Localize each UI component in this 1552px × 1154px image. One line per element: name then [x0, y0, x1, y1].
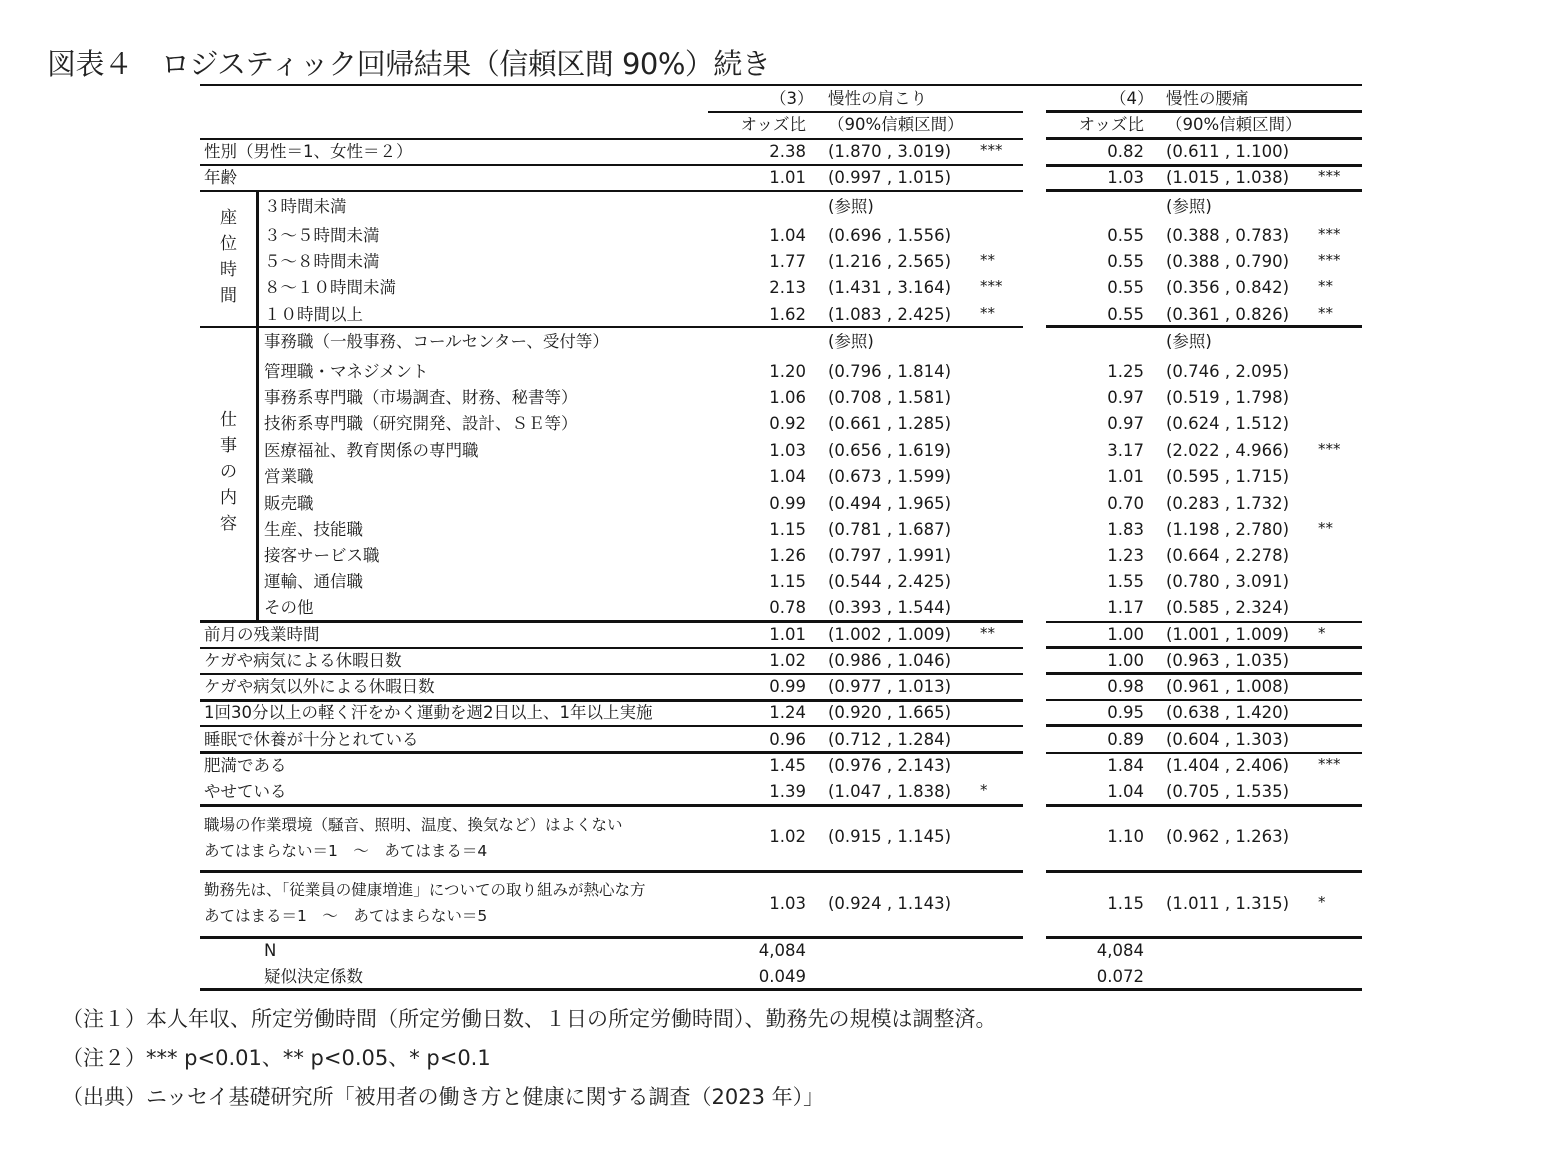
- confidence-interval: (0.664 , 2.278): [1166, 546, 1290, 565]
- group-label-sitting-time: 時: [220, 260, 237, 280]
- row-label: ５～８時間未満: [264, 252, 380, 271]
- confidence-interval: (0.494 , 1.965): [828, 494, 952, 513]
- row-label: やせている: [204, 782, 287, 801]
- table-rule: [200, 84, 1362, 86]
- row-sublabel: あてはまる＝1 ～ あてはまらない＝5: [204, 907, 488, 925]
- ci-header: （90%信頼区間）: [828, 115, 964, 134]
- confidence-interval: (1.431 , 3.164): [828, 278, 952, 297]
- group-label-sitting-time: 位: [220, 234, 237, 254]
- table-rule: [1046, 699, 1362, 701]
- odds-ratio: 1.77: [769, 252, 806, 271]
- row-label: 接客サービス職: [264, 546, 380, 565]
- group-label-sitting-time: 間: [220, 286, 237, 306]
- row-label: 事務職（一般事務、コールセンター、受付等）: [264, 332, 609, 351]
- row-label: 生産、技能職: [264, 520, 363, 539]
- model-4-number: （4）: [1110, 89, 1154, 108]
- row-label: ケガや病気による休暇日数: [204, 651, 402, 670]
- odds-ratio: 0.97: [1107, 388, 1144, 407]
- odds-ratio: 1.15: [769, 572, 806, 591]
- confidence-interval: (0.361 , 0.826): [1166, 305, 1290, 324]
- confidence-interval: (1.870 , 3.019): [828, 142, 952, 161]
- confidence-interval: (1.198 , 2.780): [1166, 520, 1290, 539]
- confidence-interval: (0.746 , 2.095): [1166, 362, 1290, 381]
- confidence-interval: (参照): [1166, 332, 1212, 351]
- row-label: 睡眠で休養が十分とれている: [204, 730, 419, 749]
- row-label: 管理職・マネジメント: [264, 362, 429, 381]
- confidence-interval: (1.404 , 2.406): [1166, 756, 1290, 775]
- table-rule: [200, 620, 1023, 623]
- row-label: 前月の残業時間: [204, 625, 320, 644]
- odds-ratio: 1.03: [1107, 168, 1144, 187]
- significance-stars: ***: [1318, 440, 1341, 458]
- group-label-job-type: の: [220, 462, 237, 482]
- confidence-interval: (0.388 , 0.790): [1166, 252, 1290, 271]
- table-rule: [200, 647, 1023, 649]
- table-rule: [1046, 110, 1362, 113]
- table-rule: [1046, 189, 1362, 192]
- confidence-interval: (1.083 , 2.425): [828, 305, 952, 324]
- row-label: 勤務先は、「従業員の健康増進」についての取り組みが熱心な方: [204, 881, 646, 899]
- stat-label: N: [264, 941, 277, 960]
- odds-ratio: 1.55: [1107, 572, 1144, 591]
- stat-value: 0.072: [1096, 967, 1144, 986]
- table-rule: [200, 326, 1023, 328]
- group-label-sitting-time: 座: [220, 208, 237, 228]
- significance-stars: **: [1318, 519, 1333, 537]
- odds-ratio: 0.55: [1107, 252, 1144, 271]
- confidence-interval: (0.624 , 1.512): [1166, 414, 1290, 433]
- row-label: ３～５時間未満: [264, 226, 380, 245]
- table-rule: [200, 164, 1023, 166]
- table-rule: [708, 111, 1023, 113]
- odds-ratio: 0.92: [769, 414, 806, 433]
- confidence-interval: (0.705 , 1.535): [1166, 782, 1290, 801]
- stat-label: 疑似決定係数: [264, 967, 363, 986]
- odds-ratio: 0.99: [769, 677, 806, 696]
- confidence-interval: (0.696 , 1.556): [828, 226, 952, 245]
- odds-ratio: 1.10: [1107, 827, 1144, 846]
- significance-stars: **: [980, 624, 995, 642]
- table-rule: [1046, 804, 1362, 807]
- significance-stars: ***: [980, 277, 1003, 295]
- row-label: 職場の作業環境（騒音、照明、温度、換気など）はよくない: [204, 816, 623, 834]
- row-label: １０時間以上: [264, 305, 363, 324]
- confidence-interval: (0.797 , 1.991): [828, 546, 952, 565]
- table-rule: [1046, 672, 1362, 675]
- model-3-number: （3）: [770, 89, 814, 108]
- stat-value: 4,084: [758, 941, 806, 960]
- row-label: ３時間未満: [264, 197, 347, 216]
- confidence-interval: (0.673 , 1.599): [828, 467, 952, 486]
- odds-ratio: 1.84: [1107, 756, 1144, 775]
- confidence-interval: (1.015 , 1.038): [1166, 168, 1290, 187]
- odds-ratio: 1.02: [769, 827, 806, 846]
- stat-value: 4,084: [1096, 941, 1144, 960]
- odds-ratio: 0.99: [769, 494, 806, 513]
- confidence-interval: (0.595 , 1.715): [1166, 467, 1290, 486]
- odds-ratio: 1.04: [1107, 782, 1144, 801]
- confidence-interval: (0.519 , 1.798): [1166, 388, 1290, 407]
- confidence-interval: (0.962 , 1.263): [1166, 827, 1290, 846]
- odds-ratio: 0.55: [1107, 278, 1144, 297]
- odds-ratio: 1.03: [769, 894, 806, 913]
- table-rule: [1046, 752, 1362, 754]
- confidence-interval: (0.661 , 1.285): [828, 414, 952, 433]
- row-label: 運輸、通信職: [264, 572, 363, 591]
- model-3-title: 慢性の肩こり: [828, 89, 927, 108]
- group-label-job-type: 仕: [220, 410, 237, 430]
- odds-ratio: 0.89: [1107, 730, 1144, 749]
- odds-ratio: 1.15: [769, 520, 806, 539]
- ci-header: （90%信頼区間）: [1166, 115, 1302, 134]
- odds-ratio: 0.96: [769, 730, 806, 749]
- row-label: その他: [264, 598, 314, 617]
- odds-ratio: 3.17: [1107, 441, 1144, 460]
- confidence-interval: (0.356 , 0.842): [1166, 278, 1290, 297]
- odds-ratio: 1.01: [1107, 467, 1144, 486]
- confidence-interval: (0.712 , 1.284): [828, 730, 952, 749]
- note-2: （注２）*** p<0.01、** p<0.05、* p<0.1: [62, 1046, 491, 1070]
- odds-ratio: 1.24: [769, 703, 806, 722]
- confidence-interval: (1.001 , 1.009): [1166, 625, 1290, 644]
- note-1: （注１）本人年収、所定労働時間（所定労働日数、１日の所定労働時間）、勤務先の規模は調整済。: [62, 1007, 997, 1031]
- odds-ratio: 0.78: [769, 598, 806, 617]
- odds-ratio-header: オッズ比: [1078, 115, 1144, 134]
- table-rule: [200, 138, 1023, 140]
- odds-ratio: 1.00: [1107, 651, 1144, 670]
- row-label: 医療福祉、教育関係の専門職: [264, 441, 479, 460]
- page-title: 図表４ ロジスティック回帰結果（信頼区間 90%）続き: [47, 47, 771, 81]
- odds-ratio: 0.95: [1107, 703, 1144, 722]
- significance-stars: **: [1318, 304, 1333, 322]
- confidence-interval: (1.002 , 1.009): [828, 625, 952, 644]
- table-rule: [1046, 724, 1362, 727]
- confidence-interval: (0.604 , 1.303): [1166, 730, 1290, 749]
- odds-ratio: 1.03: [769, 441, 806, 460]
- significance-stars: **: [980, 251, 995, 269]
- row-label: ケガや病気以外による休暇日数: [204, 677, 435, 696]
- odds-ratio: 1.20: [769, 362, 806, 381]
- confidence-interval: (2.022 , 4.966): [1166, 441, 1290, 460]
- confidence-interval: (0.656 , 1.619): [828, 441, 952, 460]
- significance-stars: ***: [1318, 755, 1341, 773]
- significance-stars: **: [1318, 277, 1333, 295]
- table-rule: [1046, 164, 1362, 167]
- odds-ratio-header: オッズ比: [740, 115, 806, 134]
- odds-ratio: 0.55: [1107, 305, 1144, 324]
- significance-stars: ***: [1318, 251, 1341, 269]
- odds-ratio: 1.15: [1107, 894, 1144, 913]
- confidence-interval: (1.216 , 2.565): [828, 252, 952, 271]
- odds-ratio: 0.70: [1107, 494, 1144, 513]
- confidence-interval: (0.986 , 1.046): [828, 651, 952, 670]
- odds-ratio: 1.06: [769, 388, 806, 407]
- odds-ratio: 0.55: [1107, 226, 1144, 245]
- stat-value: 0.049: [758, 967, 806, 986]
- table-rule: [1046, 325, 1362, 328]
- row-label: 事務系専門職（市場調査、財務、秘書等）: [264, 388, 578, 407]
- odds-ratio: 2.13: [769, 278, 806, 297]
- confidence-interval: (0.796 , 1.814): [828, 362, 952, 381]
- confidence-interval: (0.544 , 2.425): [828, 572, 952, 591]
- confidence-interval: (0.963 , 1.035): [1166, 651, 1290, 670]
- table-rule: [200, 936, 1023, 939]
- table-rule: [200, 988, 1362, 991]
- table-rule: [1046, 936, 1362, 939]
- confidence-interval: (0.611 , 1.100): [1166, 142, 1290, 161]
- odds-ratio: 1.39: [769, 782, 806, 801]
- row-label: 販売職: [264, 494, 314, 513]
- table-rule: [1046, 646, 1362, 649]
- row-label: 年齢: [204, 168, 237, 187]
- table-rule: [200, 190, 1023, 192]
- confidence-interval: (0.961 , 1.008): [1166, 677, 1290, 696]
- row-label: 1回30分以上の軽く汗をかく運動を週2日以上、1年以上実施: [204, 703, 653, 722]
- table-rule: [200, 725, 1023, 727]
- confidence-interval: (0.708 , 1.581): [828, 388, 952, 407]
- confidence-interval: (1.047 , 1.838): [828, 782, 952, 801]
- odds-ratio: 1.23: [1107, 546, 1144, 565]
- table-rule: [1046, 621, 1362, 623]
- confidence-interval: (0.997 , 1.015): [828, 168, 952, 187]
- row-sublabel: あてはまらない＝1 ～ あてはまる＝4: [204, 842, 488, 860]
- confidence-interval: (0.283 , 1.732): [1166, 494, 1290, 513]
- table-rule: [200, 699, 1023, 702]
- confidence-interval: (0.638 , 1.420): [1166, 703, 1290, 722]
- odds-ratio: 0.97: [1107, 414, 1144, 433]
- group-label-job-type: 事: [220, 436, 237, 456]
- odds-ratio: 1.83: [1107, 520, 1144, 539]
- row-label: ８～１０時間未満: [264, 278, 396, 297]
- significance-stars: *: [1318, 624, 1326, 642]
- odds-ratio: 1.62: [769, 305, 806, 324]
- table-rule: [1046, 870, 1362, 873]
- odds-ratio: 1.02: [769, 651, 806, 670]
- confidence-interval: (0.393 , 1.544): [828, 598, 952, 617]
- significance-stars: *: [980, 781, 988, 799]
- confidence-interval: (0.585 , 2.324): [1166, 598, 1290, 617]
- confidence-interval: (参照): [1166, 197, 1212, 216]
- table-rule: [200, 804, 1023, 807]
- significance-stars: ***: [1318, 167, 1341, 185]
- table-rule: [200, 751, 1023, 754]
- odds-ratio: 1.04: [769, 467, 806, 486]
- table-rule: [200, 870, 1023, 873]
- significance-stars: **: [980, 304, 995, 322]
- significance-stars: *: [1318, 893, 1326, 911]
- confidence-interval: (0.924 , 1.143): [828, 894, 952, 913]
- row-label: 肥満である: [204, 756, 287, 775]
- confidence-interval: (0.781 , 1.687): [828, 520, 952, 539]
- confidence-interval: (0.915 , 1.145): [828, 827, 952, 846]
- significance-stars: ***: [980, 141, 1003, 159]
- confidence-interval: (0.976 , 2.143): [828, 756, 952, 775]
- model-4-title: 慢性の腰痛: [1166, 89, 1249, 108]
- row-label: 性別（男性＝1、女性＝２）: [204, 142, 413, 161]
- odds-ratio: 1.17: [1107, 598, 1144, 617]
- confidence-interval: (参照): [828, 332, 874, 351]
- table-rule: [200, 673, 1023, 675]
- confidence-interval: (0.977 , 1.013): [828, 677, 952, 696]
- significance-stars: ***: [1318, 225, 1341, 243]
- odds-ratio: 1.01: [769, 168, 806, 187]
- odds-ratio: 1.25: [1107, 362, 1144, 381]
- table-rule: [1046, 137, 1362, 140]
- odds-ratio: 1.00: [1107, 625, 1144, 644]
- confidence-interval: (1.011 , 1.315): [1166, 894, 1290, 913]
- odds-ratio: 2.38: [769, 142, 806, 161]
- group-label-job-type: 内: [220, 488, 237, 508]
- row-label: 営業職: [264, 467, 314, 486]
- confidence-interval: (参照): [828, 197, 874, 216]
- odds-ratio: 0.98: [1107, 677, 1144, 696]
- source-note: （出典）ニッセイ基礎研究所「被用者の働き方と健康に関する調査（2023 年）」: [62, 1085, 825, 1109]
- row-label: 技術系専門職（研究開発、設計、ＳＥ等）: [264, 414, 578, 433]
- confidence-interval: (0.388 , 0.783): [1166, 226, 1290, 245]
- odds-ratio: 1.01: [769, 625, 806, 644]
- group-label-job-type: 容: [220, 514, 237, 534]
- confidence-interval: (0.920 , 1.665): [828, 703, 952, 722]
- odds-ratio: 1.04: [769, 226, 806, 245]
- odds-ratio: 1.45: [769, 756, 806, 775]
- confidence-interval: (0.780 , 3.091): [1166, 572, 1290, 591]
- odds-ratio: 1.26: [769, 546, 806, 565]
- group-divider: [256, 191, 259, 621]
- odds-ratio: 0.82: [1107, 142, 1144, 161]
